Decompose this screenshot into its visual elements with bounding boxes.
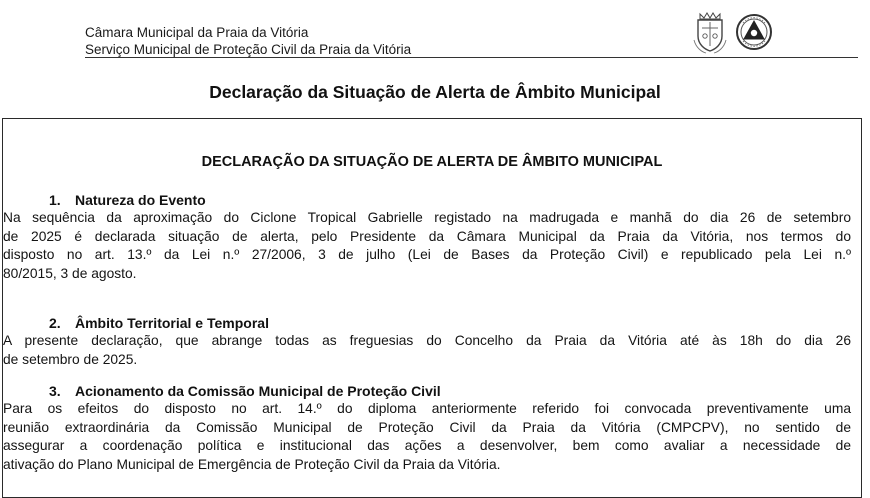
body-line: disposto no art. 13.º da Lei n.º 27/2006, 3 de julho (Lei de Bases da Proteção Civil) e republicado pela Lei n.º: [3, 247, 851, 263]
body-line: de 2025 é declarada situação de alerta, pelo Presidente da Câmara Municipal da Praia da Vitória, nos termos do: [3, 228, 851, 244]
body-line: reunião extraordinária da Comissão Municipal de Proteção Civil da Praia da Vitória (CMPCPV), no sentido de: [3, 419, 851, 435]
body-line: de setembro de 2025.: [3, 351, 138, 367]
municipal-crest-icon: [690, 10, 730, 54]
header-divider: [85, 57, 858, 58]
civil-protection-seal-icon: [734, 10, 774, 54]
body-line: A presente declaração, que abrange todas as freguesias do Concelho da Praia da Vitória até às 18h do dia 26: [3, 333, 851, 348]
body-line: Na sequência da aproximação do Ciclone Tropical Gabrielle registado na madrugada e manhã do dia 26 de setembro: [3, 210, 851, 225]
section-body-2: [3, 332, 851, 369]
section-heading-3: [49, 383, 441, 399]
section-title: Âmbito Territorial e Temporal: [75, 315, 269, 331]
body-line: 80/2015, 3 de agosto.: [3, 265, 137, 281]
declaration-title: DECLARAÇÃO DA SITUAÇÃO DE ALERTA DE ÂMBITO MUNICIPAL: [201, 154, 663, 170]
body-line: ativação do Plano Municipal de Emergência de Proteção Civil da Praia da Vitória.: [3, 456, 501, 472]
section-number: 3.: [49, 383, 61, 399]
section-title: Acionamento da Comissão Municipal de Proteção Civil: [75, 383, 441, 399]
section-title: Natureza do Evento: [75, 192, 206, 208]
section-body-3: [3, 400, 851, 474]
body-line: Para os efeitos do disposto no art. 14.º do diploma anteriormente referido foi convocada preventivamente uma: [3, 401, 851, 416]
section-body-1: [3, 209, 851, 283]
declaration-box: [2, 118, 862, 498]
section-heading-1: [49, 192, 206, 208]
body-line: assegurar a coordenação política e institucional das ações a desenvolver, bem como avaliar a necessidade de: [3, 438, 851, 454]
section-number: 2.: [49, 315, 61, 331]
section-number: 1.: [49, 192, 61, 208]
institution-name: Câmara Municipal da Praia da Vitória: [85, 25, 309, 40]
section-heading-2: [49, 315, 269, 331]
service-name: Serviço Municipal de Proteção Civil da Praia da Vitória: [85, 42, 412, 57]
document-heading: Declaração da Situação de Alerta de Âmbito Municipal: [209, 82, 661, 102]
letterhead: [85, 24, 685, 58]
